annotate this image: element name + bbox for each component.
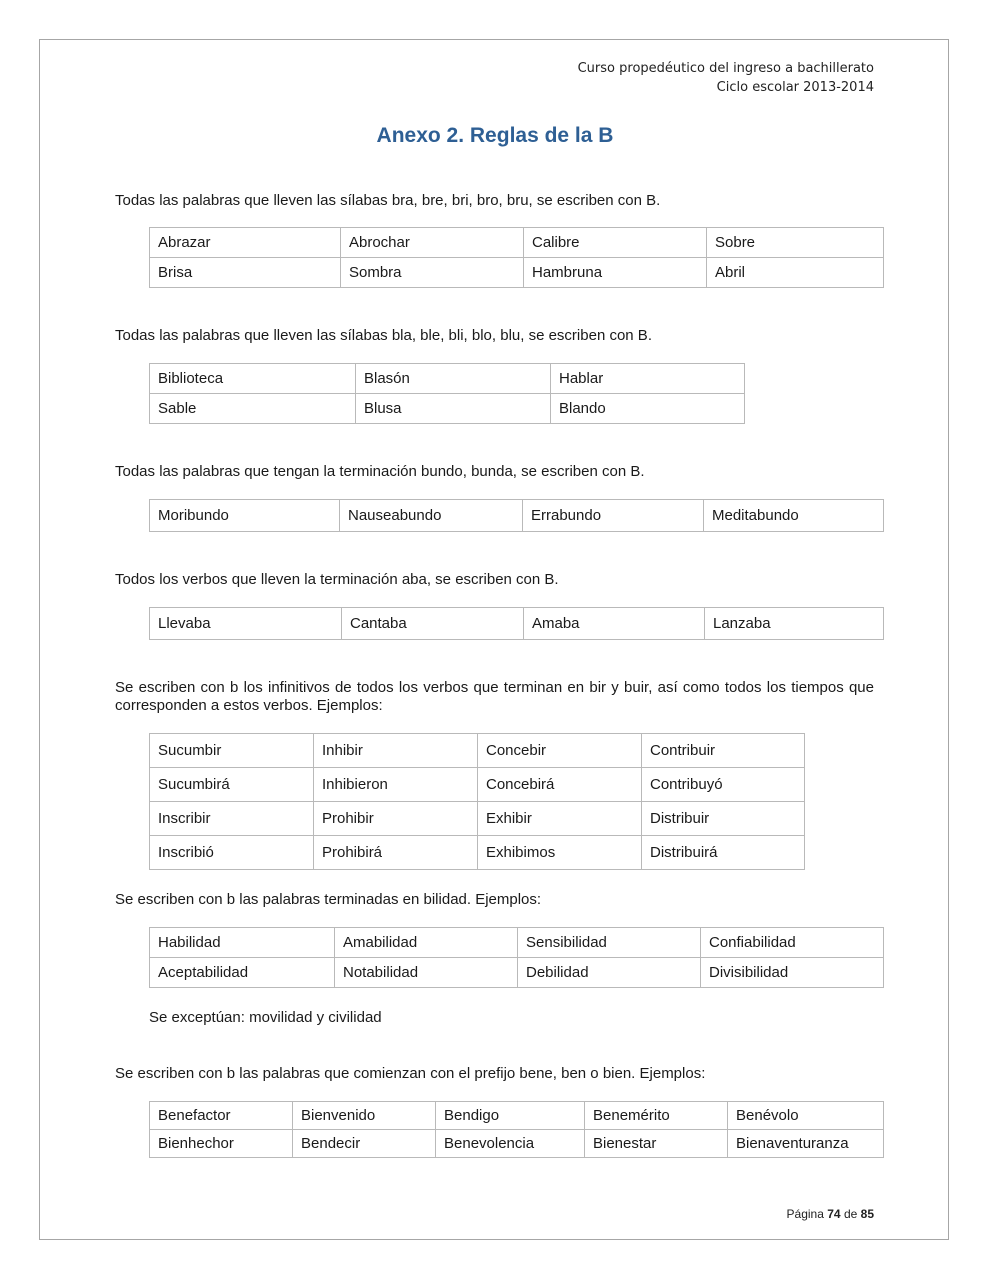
word-cell: Calibre — [524, 228, 707, 258]
word-cell: Divisibilidad — [701, 958, 884, 988]
table-row — [150, 364, 745, 394]
word-cell: Lanzaba — [705, 608, 884, 640]
word-cell: Concebirá — [478, 768, 642, 802]
page-number — [787, 1207, 874, 1221]
word-cell: Inhibieron — [314, 768, 478, 802]
word-cell: Moribundo — [150, 500, 340, 532]
rule-text-bir-buir: Se escriben con b los infinitivos de todos los verbos que terminan en bir y buir, así como todos los tiempos que corresponden a estos verbos. Ejemplos: — [115, 679, 874, 714]
table-bra — [149, 227, 884, 288]
rule-text-bene: Se escriben con b las palabras que comienzan con el prefijo bene, ben o bien. Ejemplos: — [115, 1065, 706, 1082]
word-cell: Cantaba — [342, 608, 524, 640]
word-cell: Hablar — [551, 364, 745, 394]
word-cell: Bienhechor — [150, 1130, 293, 1158]
word-cell: Amabilidad — [335, 928, 518, 958]
word-cell: Debilidad — [518, 958, 701, 988]
word-cell: Abrazar — [150, 228, 341, 258]
table-aba — [149, 607, 884, 640]
word-cell: Sucumbirá — [150, 768, 314, 802]
table-row — [150, 1130, 884, 1158]
table-row — [150, 958, 884, 988]
word-cell: Benévolo — [728, 1102, 884, 1130]
page-separator: de — [843, 1207, 858, 1221]
word-cell: Sensibilidad — [518, 928, 701, 958]
word-cell: Notabilidad — [335, 958, 518, 988]
word-cell: Sobre — [707, 228, 884, 258]
table-row — [150, 608, 884, 640]
word-cell: Abril — [707, 258, 884, 288]
word-cell: Nauseabundo — [340, 500, 523, 532]
table-row — [150, 768, 805, 802]
word-cell: Bienvenido — [293, 1102, 436, 1130]
word-cell: Habilidad — [150, 928, 335, 958]
word-cell: Concebir — [478, 734, 642, 768]
table-row — [150, 228, 884, 258]
word-cell: Bienestar — [585, 1130, 728, 1158]
table-row — [150, 836, 805, 870]
word-cell: Hambruna — [524, 258, 707, 288]
table-bilidad — [149, 927, 884, 988]
word-cell: Sombra — [341, 258, 524, 288]
word-cell: Bendecir — [293, 1130, 436, 1158]
word-cell: Errabundo — [523, 500, 704, 532]
rule-text-bundo: Todas las palabras que tengan la terminación bundo, bunda, se escriben con B. — [115, 463, 645, 480]
word-cell: Sucumbir — [150, 734, 314, 768]
table-row — [150, 734, 805, 768]
word-cell: Blando — [551, 394, 745, 424]
word-cell: Sable — [150, 394, 356, 424]
word-cell: Blasón — [356, 364, 551, 394]
word-cell: Distribuirá — [642, 836, 805, 870]
word-cell: Brisa — [150, 258, 341, 288]
header-cycle: Ciclo escolar 2013-2014 — [716, 80, 874, 95]
word-cell: Inscribió — [150, 836, 314, 870]
word-cell: Amaba — [524, 608, 705, 640]
word-cell: Abrochar — [341, 228, 524, 258]
table-bir-buir — [149, 733, 805, 870]
word-cell: Blusa — [356, 394, 551, 424]
word-cell: Contribuir — [642, 734, 805, 768]
exception-note: Se exceptúan: movilidad y civilidad — [149, 1009, 382, 1026]
word-cell: Inhibir — [314, 734, 478, 768]
word-cell: Prohibir — [314, 802, 478, 836]
current-page: 74 — [827, 1207, 841, 1221]
table-bene — [149, 1101, 884, 1158]
page-header — [578, 59, 874, 97]
table-bla — [149, 363, 745, 424]
word-cell: Benevolencia — [436, 1130, 585, 1158]
table-row — [150, 500, 884, 532]
word-cell: Llevaba — [150, 608, 342, 640]
word-cell: Bendigo — [436, 1102, 585, 1130]
table-row — [150, 1102, 884, 1130]
table-row — [150, 928, 884, 958]
word-cell: Prohibirá — [314, 836, 478, 870]
table-row — [150, 258, 884, 288]
word-cell: Bienaventuranza — [728, 1130, 884, 1158]
word-cell: Benemérito — [585, 1102, 728, 1130]
word-cell: Biblioteca — [150, 364, 356, 394]
word-cell: Contribuyó — [642, 768, 805, 802]
rule-text-bilidad: Se escriben con b las palabras terminadas en bilidad. Ejemplos: — [115, 891, 542, 908]
page-title: Anexo 2. Reglas de la B — [376, 124, 614, 147]
table-bundo — [149, 499, 884, 532]
page-label: Página — [786, 1207, 824, 1221]
word-cell: Inscribir — [150, 802, 314, 836]
word-cell: Meditabundo — [704, 500, 884, 532]
word-cell: Exhibimos — [478, 836, 642, 870]
table-row — [150, 802, 805, 836]
word-cell: Distribuir — [642, 802, 805, 836]
rule-text-bla: Todas las palabras que lleven las sílabas bla, ble, bli, blo, blu, se escriben con B. — [115, 327, 652, 344]
table-row — [150, 394, 745, 424]
rule-text-bra: Todas las palabras que lleven las sílabas bra, bre, bri, bro, bru, se escriben con B. — [115, 192, 661, 209]
rule-text-aba: Todos los verbos que lleven la terminación aba, se escriben con B. — [115, 571, 559, 588]
word-cell: Confiabilidad — [701, 928, 884, 958]
word-cell: Benefactor — [150, 1102, 293, 1130]
word-cell: Aceptabilidad — [150, 958, 335, 988]
header-course: Curso propedéutico del ingreso a bachillerato — [577, 61, 874, 76]
word-cell: Exhibir — [478, 802, 642, 836]
total-pages: 85 — [860, 1207, 874, 1221]
